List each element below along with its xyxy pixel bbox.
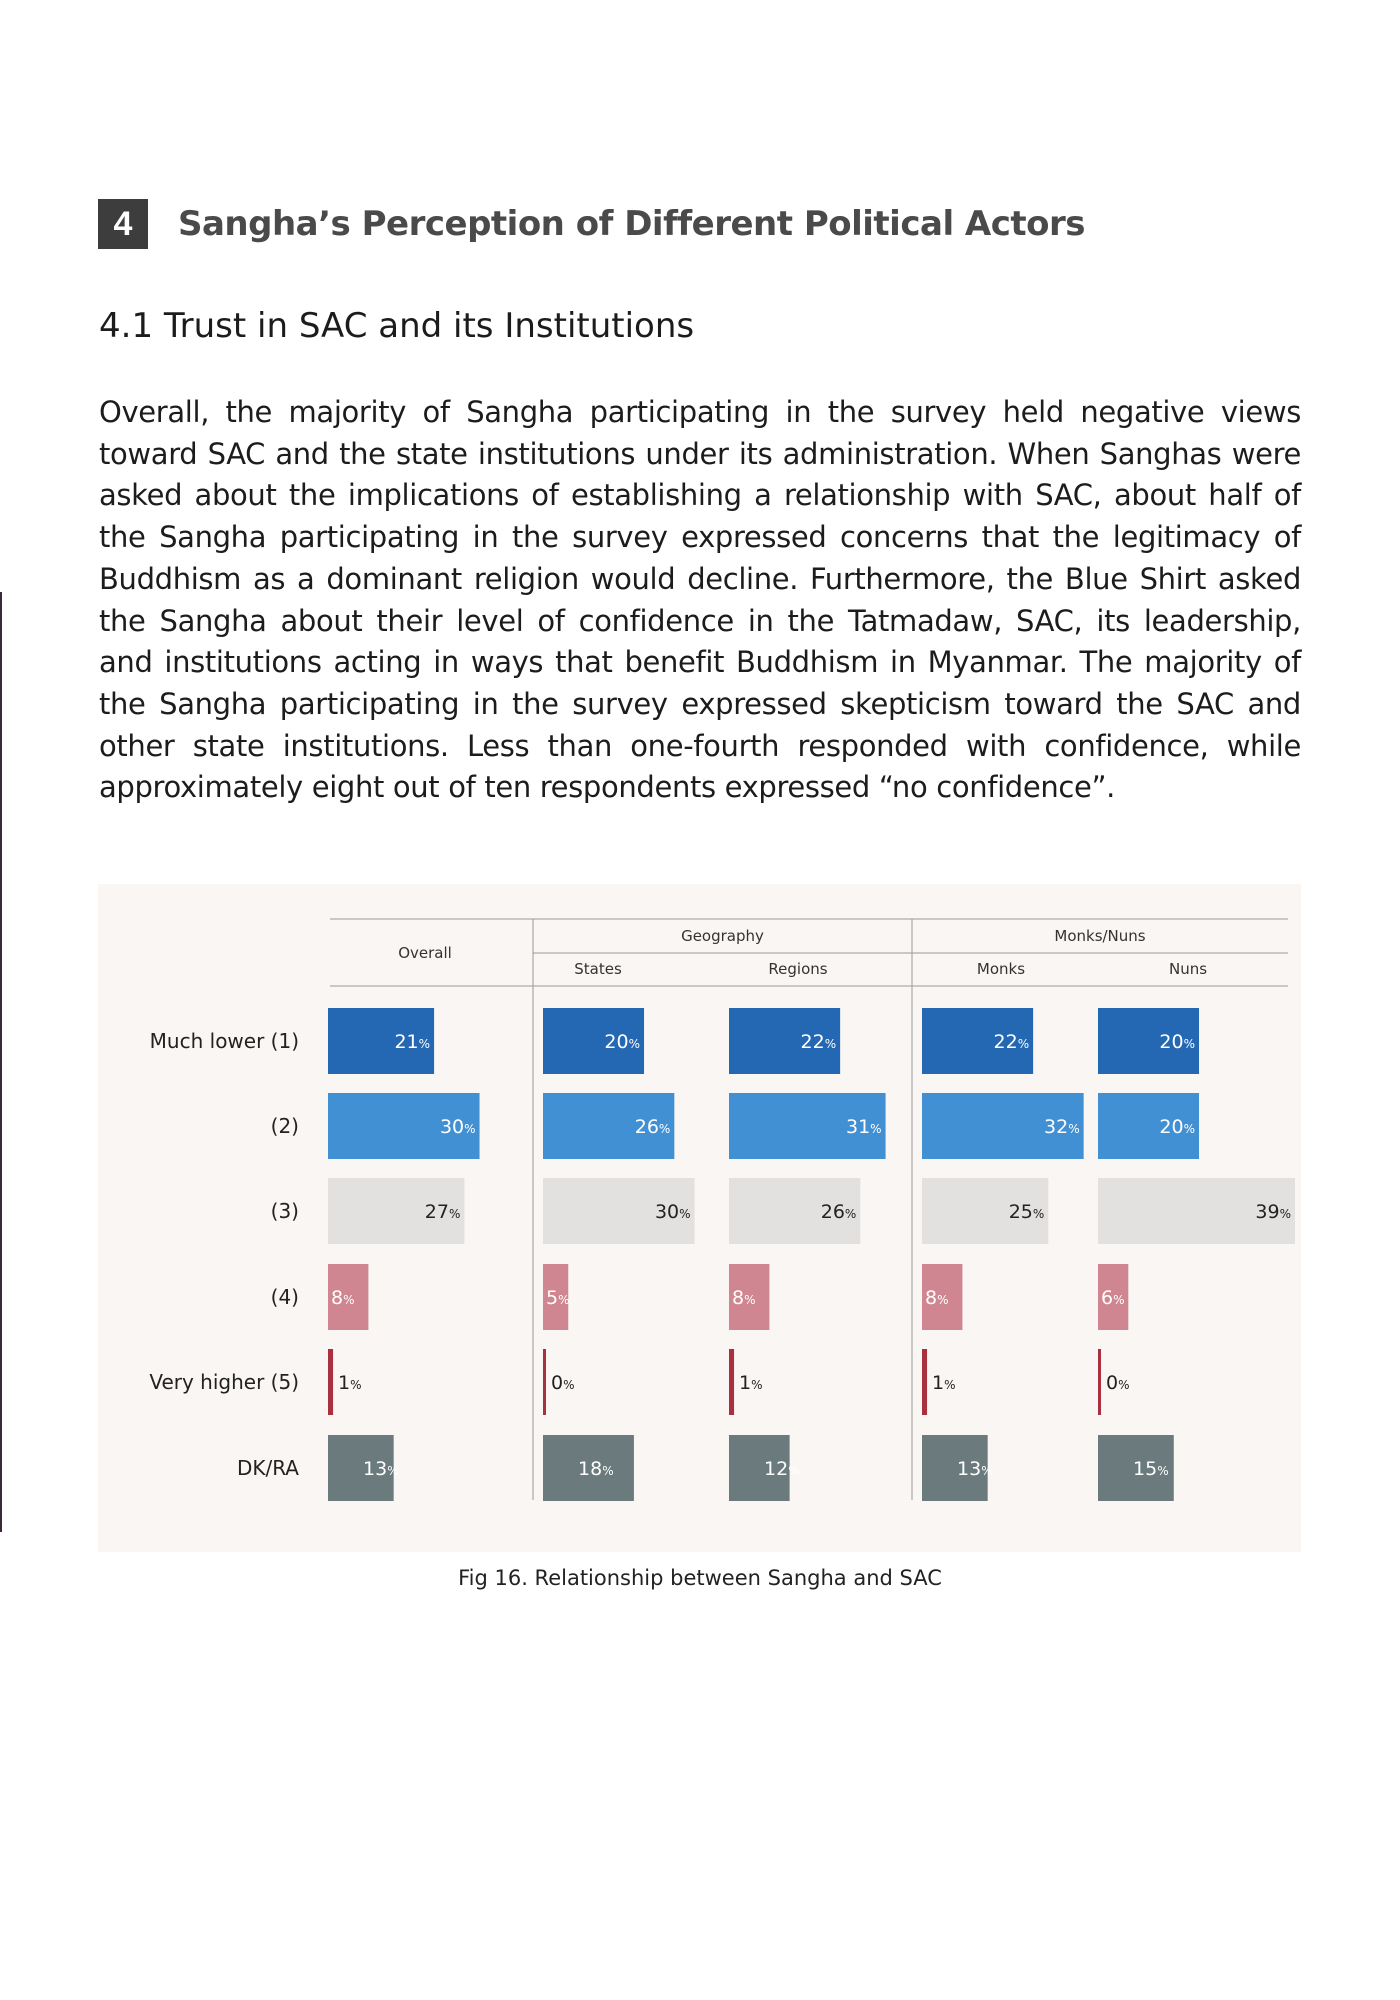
value-label-regions-2: 26% bbox=[820, 1201, 857, 1223]
value-label-monks-3: 8% bbox=[925, 1287, 949, 1309]
bar-regions-4 bbox=[729, 1349, 734, 1415]
group-label-1: Geography bbox=[681, 927, 764, 945]
row-label-0: Much lower (1) bbox=[149, 1029, 299, 1053]
value-label-regions-0: 22% bbox=[800, 1031, 837, 1053]
value-label-monks-2: 25% bbox=[1008, 1201, 1045, 1223]
chart-panel bbox=[98, 884, 1301, 1552]
value-label-nuns-1: 20% bbox=[1159, 1116, 1196, 1138]
body-paragraph: Overall, the majority of Sangha participating in the survey held negative views toward SAC and the state institutions under its administration. When Sanghas were asked about the implications of establishing a relationship with SAC, about half of the Sangha participating in the survey expressed concerns that the legitimacy of Buddhism as a dominant religion would decline. Furthermore, the Blue Shirt asked the Sangha about their level of confidence in the Tatmadaw, SAC, its leadership, and institutions acting in ways that benefit Buddhism in Myanmar. The majority of the Sangha participating in the survey expressed skepticism toward the SAC and other state institutions. Less than one-fourth responded with confidence, while approximately eight out of ten respondents expressed “no confidence”. bbox=[99, 395, 1301, 805]
value-label-nuns-4: 0% bbox=[1106, 1372, 1130, 1394]
row-label-1: (2) bbox=[270, 1114, 299, 1138]
page-edge-rule bbox=[0, 592, 2, 1532]
value-label-nuns-5: 15% bbox=[1133, 1458, 1169, 1480]
chapter-heading bbox=[98, 198, 1085, 250]
section-title: 4.1 Trust in SAC and its Institutions bbox=[99, 306, 695, 346]
value-label-overall-4: 1% bbox=[338, 1372, 362, 1394]
figure-caption: Fig 16. Relationship between Sangha and SAC bbox=[458, 1566, 942, 1590]
group-label-2: Monks/Nuns bbox=[1054, 927, 1146, 945]
value-label-nuns-3: 6% bbox=[1101, 1287, 1125, 1309]
row-label-5: DK/RA bbox=[236, 1456, 299, 1480]
value-label-regions-5: 12% bbox=[764, 1458, 800, 1480]
value-label-states-3: 5% bbox=[546, 1287, 570, 1309]
value-label-monks-0: 22% bbox=[993, 1031, 1030, 1053]
column-label-states: States bbox=[574, 960, 622, 978]
bar-chart bbox=[98, 884, 1301, 1552]
row-label-3: (4) bbox=[270, 1285, 299, 1309]
value-label-overall-1: 30% bbox=[439, 1116, 476, 1138]
bar-nuns-4 bbox=[1098, 1349, 1101, 1415]
column-label-overall: Overall bbox=[398, 944, 452, 962]
value-label-states-5: 18% bbox=[578, 1458, 614, 1480]
value-label-states-0: 20% bbox=[604, 1031, 641, 1053]
column-label-monks: Monks bbox=[976, 960, 1026, 978]
value-label-regions-1: 31% bbox=[845, 1116, 882, 1138]
bar-overall-4 bbox=[328, 1349, 333, 1415]
row-label-4: Very higher (5) bbox=[149, 1370, 299, 1394]
value-label-nuns-0: 20% bbox=[1159, 1031, 1196, 1053]
value-label-overall-2: 27% bbox=[424, 1201, 461, 1223]
column-label-nuns: Nuns bbox=[1168, 960, 1208, 978]
chapter-number-badge: 4 bbox=[98, 199, 148, 249]
chapter-title: Sangha’s Perception of Different Political Actors bbox=[178, 204, 1086, 244]
value-label-monks-5: 13% bbox=[957, 1458, 993, 1480]
column-label-regions: Regions bbox=[768, 960, 828, 978]
value-label-states-1: 26% bbox=[634, 1116, 671, 1138]
value-label-nuns-2: 39% bbox=[1255, 1201, 1291, 1223]
value-label-regions-4: 1% bbox=[739, 1372, 763, 1394]
value-label-overall-5: 13% bbox=[363, 1458, 399, 1480]
value-label-overall-3: 8% bbox=[331, 1287, 355, 1309]
value-label-regions-3: 8% bbox=[732, 1287, 756, 1309]
value-label-monks-4: 1% bbox=[932, 1372, 956, 1394]
value-label-overall-0: 21% bbox=[394, 1031, 431, 1053]
bar-monks-4 bbox=[922, 1349, 927, 1415]
value-label-monks-1: 32% bbox=[1044, 1116, 1080, 1138]
value-label-states-4: 0% bbox=[551, 1372, 575, 1394]
bar-states-4 bbox=[543, 1349, 546, 1415]
row-label-2: (3) bbox=[270, 1199, 299, 1223]
value-label-states-2: 30% bbox=[654, 1201, 691, 1223]
